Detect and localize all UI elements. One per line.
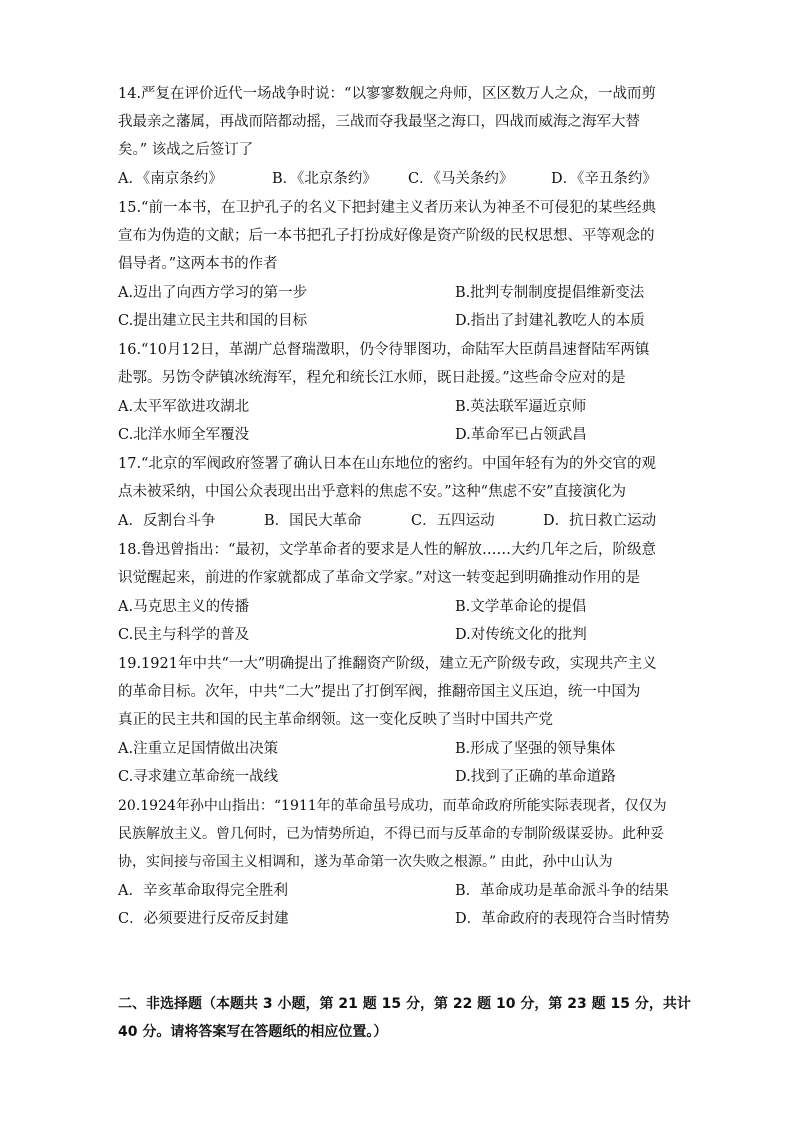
question-stem-line: 赴鄂。另饬令萨镇冰统海军，程允和统长江水师，既日赴援。”这些命令应对的是 [118,370,626,386]
option-d: D.找到了正确的革命道路 [455,769,616,785]
question-stem-line: 我最亲之藩属，再战而陪都动摇，三战而夺我最坚之海口，四战而威海之海军大替 [118,114,640,130]
option-d: D．抗日救亡运动 [543,513,657,529]
option-a: A．反割台斗争 [118,513,216,529]
option-b: B.形成了坚强的领导集体 [455,741,616,757]
question-stem-line: 16.“10月12日，革湖广总督瑞澂职，仍令待罪图功，命陆军大臣荫昌速督陆军两镇 [118,342,650,358]
option-c: C.寻求建立革命统一战线 [118,769,279,785]
question-stem-line: 14.严复在评价近代一场战争时说：“以寥寥数舰之舟师，区区数万人之众，一战而剪 [118,86,656,102]
option-c: C.北洋水师全军覆没 [118,427,250,443]
option-a: A.太平军欲进攻湖北 [118,399,250,415]
option-a: A.马克思主义的传播 [118,599,250,615]
option-d: D.革命军已占领武昌 [455,427,587,443]
question-stem-line: 的革命目标。次年，中共“二大”提出了打倒军阀，推翻帝国主义压迫，统一中国为 [118,684,641,700]
section-heading-line: 40 分。请将答案写在答题纸的相应位置。） [118,1024,388,1040]
option-b: B.批判专制制度提倡维新变法 [455,285,645,301]
option-d: D.对传统文化的批判 [455,627,587,643]
question-stem-line: 17.“北京的军阀政府签署了确认日本在山东地位的密约。中国年轻有为的外交官的观 [118,456,656,472]
question-stem-line: 19.1921年中共“一大”明确提出了推翻资产阶级，建立无产阶级专政，实现共产主义 [118,656,657,672]
question-stem-line: 20.1924年孙中山指出：“1911年的革命虽号成功，而革命政府所能实际表现者，仅仅为 [118,798,667,814]
option-d: D．革命政府的表现符合当时情势 [455,911,670,927]
question-stem-line: 倡导者。”这两本书的作者 [118,256,278,272]
option-a: A．辛亥革命取得完全胜利 [118,883,288,899]
option-c: C．五四运动 [411,513,495,529]
question-stem-line: 15.“前一本书，在卫护孔子的名义下把封建主义者历来认为神圣不可侵犯的某些经典 [118,200,656,216]
question-stem-line: 民族解放主义。曾几何时，已为情势所迫，不得已而与反革命的专制阶级谋妥协。此种妥 [118,826,664,842]
option-a: A.迈出了向西方学习的第一步 [118,285,308,301]
option-a: A.注重立足国情做出决策 [118,741,279,757]
question-stem-line: 识觉醒起来，前进的作家就都成了革命文学家。”对这一转变起到明确推动作用的是 [118,570,641,586]
section-heading-line: 二、非选择题（本题共 3 小题，第 21 题 15 分，第 22 题 10 分，第 23 题 15 分，共计 [118,996,691,1012]
option-d: D．《辛丑条约》 [551,171,657,187]
option-c: C．《马关条约》 [408,171,514,187]
option-d: D.指出了封建礼教吃人的本质 [455,313,645,329]
option-c: C．必须要进行反帝反封建 [118,911,289,927]
option-b: B.文学革命论的提倡 [455,599,587,615]
option-b: B．《北京条约》 [272,171,377,187]
option-b: B.英法联军逼近京师 [455,399,587,415]
option-b: B．国民大革命 [264,513,362,529]
option-a: A．《南京条约》 [118,171,223,187]
question-stem-line: 协，实间接与帝国主义相调和，遂为革命第一次失败之根源。” 由此，孙中山认为 [118,854,613,870]
question-stem-line: 宣布为伪造的文献；后一本书把孔子打扮成好像是资产阶级的民权思想、平等观念的 [118,228,655,244]
option-c: C.民主与科学的普及 [118,627,250,643]
option-c: C.提出建立民主共和国的目标 [118,313,308,329]
question-stem-line: 18.鲁迅曾指出：“最初，文学革命者的要求是人性的解放……大约几年之后，阶级意 [118,542,656,558]
question-stem-line: 矣。” 该战之后签订了 [118,142,254,158]
question-stem-line: 点未被采纳，中国公众表现出出乎意料的焦虑不安。”这种“焦虑不安”直接演化为 [118,484,626,500]
option-b: B．革命成功是革命派斗争的结果 [455,883,669,899]
question-stem-line: 真正的民主共和国的民主革命纲领。这一变化反映了当时中国共产党 [118,712,553,728]
